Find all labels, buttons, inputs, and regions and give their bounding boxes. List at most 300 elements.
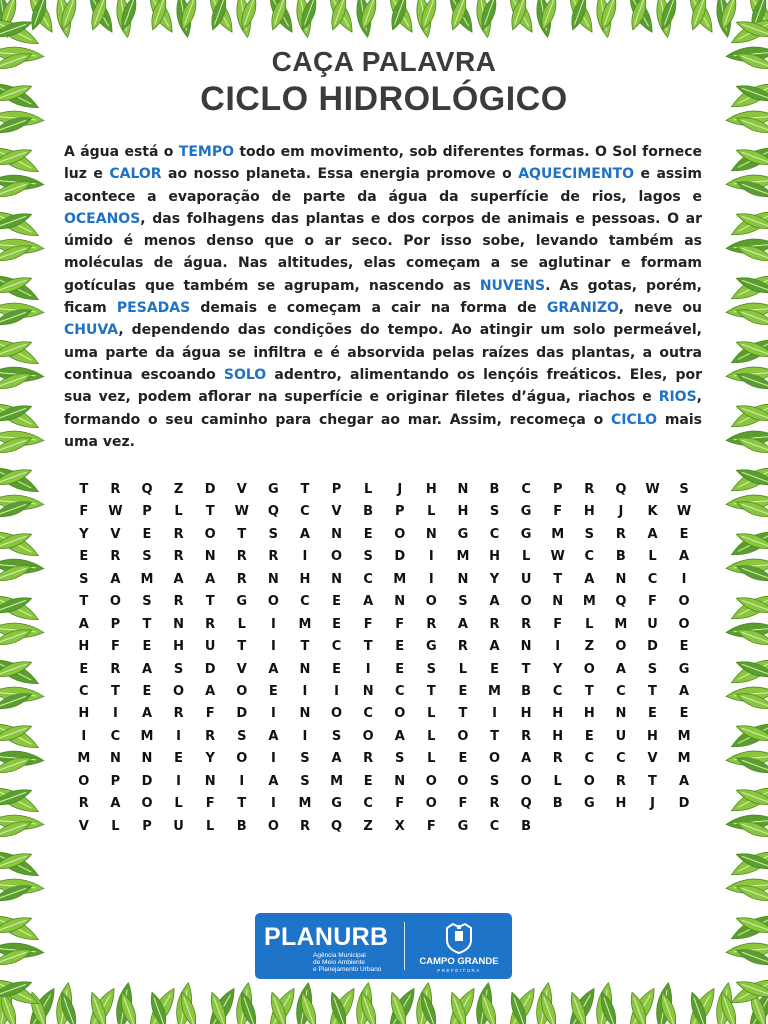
grid-letter: T [300,639,310,655]
grid-letter: H [425,482,437,497]
grid-letter: A [647,526,658,542]
grid-letter: R [615,526,626,542]
grid-letter: R [236,571,247,587]
grid-letter: G [583,796,595,812]
grid-letter: B [236,818,247,834]
grid-letter: T [79,594,89,610]
grid-letter: O [457,773,469,789]
grid-letter: S [489,504,500,520]
text-segment: , dependendo das condições do tempo. Ao atingir um solo permeável, uma parte da água se infiltra e é absorvida pelas raízes das plantas, a outra continua escoando [64,322,702,383]
grid-letter: N [457,571,469,587]
grid-letter: A [268,773,279,789]
grid-letter: P [110,616,121,632]
grid-letter: E [395,661,405,677]
grid-letter: C [331,639,342,655]
grid-letter: N [204,549,216,565]
grid-letter: N [520,639,532,655]
grid-letter: C [300,594,310,610]
grid-letter: C [616,683,626,699]
grid-letter: S [584,526,594,542]
grid-letter: I [270,639,276,655]
grid-letter: A [110,571,121,587]
text-segment: mais uma vez. [64,411,703,450]
grid-letter: R [110,549,121,565]
highlighted-word: CHUVA [64,322,119,339]
grid-letter: T [110,683,120,699]
text-segment: , neve ou [618,300,702,317]
grid-letter: G [236,594,248,610]
grid-letter: L [206,818,215,834]
grid-letter: S [142,594,152,610]
grid-letter: R [521,728,532,744]
grid-letter: O [331,549,343,565]
grid-letter: E [584,728,594,744]
grid-letter: O [583,773,595,789]
grid-letter: R [615,773,626,789]
grid-letter: V [78,818,89,834]
grid-letter: E [79,661,89,677]
grid-letter: O [488,751,501,767]
grid-letter: R [173,526,184,542]
grid-letter: D [141,773,153,789]
grid-letter: Y [205,751,215,767]
grid-letter: S [647,661,658,677]
page-title: CICLO HIDROLÓGICO [200,80,568,118]
grid-letter: L [427,728,436,744]
grid-letter: U [647,616,658,632]
grid-letter: O [678,616,690,632]
grid-letter: J [650,796,655,812]
grid-letter: O [678,594,690,610]
grid-letter: H [78,639,90,655]
logo-title: PLANURB [264,923,389,951]
grid-letter: A [489,639,500,655]
grid-letter: A [615,661,626,677]
grid-letter: L [553,773,562,789]
grid-letter: H [647,728,658,744]
grid-letter: I [112,706,118,722]
grid-letter: O [520,773,532,789]
grid-letter: F [648,594,657,610]
grid-letter: I [365,661,371,677]
grid-letter: I [270,796,276,812]
grid-letter: D [647,639,658,655]
grid-letter: G [457,526,469,542]
grid-letter: C [552,683,563,699]
logo-city: CAMPO GRANDE [419,956,499,967]
grid-letter: I [176,728,181,744]
grid-letter: O [141,796,153,812]
grid-letter: H [520,706,532,722]
grid-letter: T [237,796,247,812]
grid-letter: N [425,526,437,542]
grid-letter: Q [141,482,153,497]
grid-letter: F [395,796,405,812]
grid-letter: R [489,796,500,812]
grid-letter: T [458,706,468,722]
grid-letter: R [552,751,563,767]
grid-letter: U [520,571,532,587]
grid-letter: I [176,773,181,789]
text-segment: todo em movimento, sob diferentes formas. O Sol fornece luz e [64,144,702,183]
grid-letter: B [363,504,374,520]
grid-letter: W [645,482,660,497]
grid-letter: F [110,639,120,655]
grid-letter: I [270,706,276,722]
grid-letter: B [552,796,563,812]
grid-letter: R [489,616,500,632]
grid-letter: C [489,818,500,834]
grid-letter: F [553,504,563,520]
grid-letter: O [394,706,406,722]
grid-letter: E [142,683,152,699]
grid-letter: T [237,526,247,542]
grid-letter: A [457,616,468,632]
text-segment: A água está o [64,144,179,160]
grid-letter: H [552,706,564,722]
grid-letter: L [427,504,436,520]
grid-letter: O [425,594,437,610]
grid-letter: Z [173,482,184,497]
grid-letter: T [142,616,152,632]
grid-letter: Q [615,594,627,610]
grid-letter: F [79,504,89,520]
highlighted-word: CICLO [610,411,658,428]
grid-letter: C [489,526,500,542]
grid-letter: L [427,751,436,767]
grid-letter: W [234,504,249,520]
grid-letter: C [363,706,373,722]
grid-letter: R [173,594,184,610]
grid-letter: E [332,594,341,610]
grid-letter: G [331,796,342,812]
grid-letter: P [110,773,121,789]
grid-letter: T [584,683,594,699]
grid-letter: E [648,706,657,722]
grid-letter: N [457,482,469,497]
grid-letter: G [425,639,437,655]
grid-letter: N [299,661,311,677]
grid-letter: E [458,751,468,767]
grid-letter: Q [520,796,532,812]
grid-letter: N [394,594,406,610]
grid-letter: A [394,728,405,744]
grid-letter: I [302,728,308,744]
grid-letter: H [489,549,500,565]
grid-letter: I [302,683,308,699]
text-segment: e assim acontece a evaporação de parte da água da superfície de rios, lagos e [64,166,702,205]
grid-letter: U [615,728,627,744]
grid-letter: M [77,751,91,767]
grid-letter: N [109,751,121,767]
grid-letter: R [426,616,437,632]
grid-letter: F [426,818,436,834]
grid-letter: H [457,504,469,520]
grid-letter: S [458,594,468,610]
grid-letter: I [555,639,561,655]
grid-letter: O [425,773,437,789]
grid-letter: O [362,728,374,744]
grid-letter: Y [489,571,500,587]
title-line1: CAÇA PALAVRA [271,46,497,77]
grid-letter: W [108,504,123,520]
grid-letter: O [236,683,248,699]
grid-letter: A [173,571,184,587]
grid-letter: T [521,661,531,677]
grid-letter: D [678,796,690,812]
grid-letter: M [456,549,470,565]
grid-letter: E [332,616,341,632]
grid-letter: D [394,549,406,565]
grid-letter: M [330,773,344,789]
grid-letter: R [584,482,595,497]
grid-letter: E [458,683,468,699]
grid-letter: G [520,504,532,520]
grid-letter: N [331,526,342,542]
grid-letter: A [521,751,532,767]
grid-letter: L [458,661,468,677]
grid-letter: L [521,549,531,565]
highlighted-word: TEMPO [178,144,234,160]
grid-letter: Z [363,818,373,834]
grid-letter: D [204,661,216,677]
grid-letter: A [679,683,690,699]
grid-letter: R [236,549,247,565]
grid-letter: N [173,616,185,632]
grid-letter: H [583,706,595,722]
grid-letter: O [394,526,406,542]
grid-letter: R [205,616,216,632]
grid-letter: S [237,728,247,744]
grid-letter: B [615,549,626,565]
grid-letter: G [520,526,532,542]
grid-letter: V [331,504,342,520]
grid-letter: A [205,571,216,587]
grid-letter: Z [584,639,595,655]
word-search-grid [68,483,700,842]
grid-letter: S [79,571,89,587]
grid-letter: M [677,751,691,767]
grid-letter: U [173,818,184,834]
grid-letter: A [679,549,690,565]
grid-letter: C [647,571,658,587]
grid-letter: Q [267,504,279,520]
grid-letter: L [427,706,436,722]
grid-letter: E [395,639,405,655]
grid-letter: S [331,728,342,744]
grid-letter: J [397,482,403,497]
highlighted-word: PESADAS [116,300,191,317]
grid-letter: C [616,751,626,767]
logo-subtitle-line: Agência Municipal [313,952,366,959]
grid-letter: P [394,504,405,520]
grid-letter: E [679,639,689,655]
highlighted-word: CALOR [109,166,162,183]
grid-letter: M [614,616,628,632]
grid-letter: T [648,683,657,699]
grid-letter: A [268,728,279,744]
grid-letter: O [331,706,343,722]
grid-letter: A [205,683,216,699]
grid-letter: I [270,751,276,767]
grid-letter: R [299,818,310,834]
text-segment: ao nosso planeta. Essa energia promove o [161,166,519,183]
logo-divider [404,922,405,970]
grid-letter: M [393,571,407,587]
grid-letter: T [363,639,373,655]
grid-letter: K [647,504,658,520]
grid-letter: M [298,796,312,812]
grid-letter: C [300,504,310,520]
grid-letter: A [299,526,310,542]
grid-letter: C [79,683,89,699]
grid-letter: F [205,796,215,812]
grid-letter: A [141,706,153,722]
grid-letter: M [551,526,565,542]
grid-letter: O [173,683,185,699]
highlighted-word: AQUECIMENTO [518,166,635,183]
grid-letter: M [140,728,154,744]
grid-letter: L [174,796,183,812]
grid-letter: I [81,728,87,744]
grid-letter: F [395,616,405,632]
grid-letter: Y [552,661,563,677]
grid-letter: T [205,594,215,610]
grid-letter: T [205,504,215,520]
highlighted-word: SOLO [223,366,267,383]
grid-letter: C [584,751,595,767]
grid-letter: E [332,661,341,677]
text-segment: , das folhagens das plantas e dos corpos de animais e pessoas. O ar úmido é menos denso que o ar seco. Por isso sobe, levando também as moléculas de água. Nas altitudes, elas começam a se aglutinar e formam gotículas que também se agrupam, nascendo as [64,210,702,294]
grid-letter: D [236,706,248,722]
grid-letter: O [615,639,627,655]
grid-letter: C [363,571,373,587]
logo-subtitle-line: e Planejamento Urbano [313,966,382,974]
grid-letter: L [237,616,246,632]
grid-letter: N [331,571,342,587]
text-segment: adentro, alimentando os lençóis freáticos. Eles, por sua vez, podem aflorar na superfície e originar filetes d’água, riachos e [64,366,702,406]
grid-letter: O [109,594,121,610]
grid-letter: V [236,661,247,677]
logo-subtitle [313,952,403,974]
grid-letter: H [173,639,185,655]
grid-letter: W [550,549,565,565]
grid-letter: M [488,683,501,699]
text-segment: demais e começam a cair na forma de [190,300,547,317]
highlighted-word: NUVENS [479,277,546,294]
grid-letter: B [521,818,532,834]
grid-letter: L [111,818,120,834]
grid-letter: O [267,818,279,834]
grid-letter: B [489,482,500,497]
grid-letter: R [78,796,89,812]
grid-letter: M [677,728,691,744]
grid-letter: I [681,571,687,587]
grid-letter: N [362,683,374,699]
grid-letter: E [268,683,278,699]
grid-letter: F [205,706,215,722]
text-segment: , formando o seu caminho para chegar ao mar. Assim, recomeça o [64,389,702,428]
grid-letter: H [78,706,90,722]
grid-letter: E [142,639,152,655]
grid-letter: M [582,594,596,610]
grid-letter: T [300,482,310,497]
grid-letter: L [648,549,657,565]
crest-icon [444,920,474,954]
grid-letter: S [395,751,405,767]
grid-letter: P [331,482,342,497]
grid-letter: E [363,526,373,542]
grid-letter: L [363,482,373,497]
grid-letter: A [679,773,690,789]
grid-letter: N [267,571,279,587]
grid-letter: M [140,571,154,587]
grid-letter: S [268,526,279,542]
grid-letter: S [679,482,689,497]
highlighted-word: OCEANOS [64,210,141,227]
grid-letter: O [267,594,279,610]
logo-subtitle-line: de Meio Ambiente [313,959,366,967]
grid-letter: E [679,706,689,722]
grid-letter: O [457,728,469,744]
grid-letter: A [584,571,595,587]
grid-letter: O [583,661,595,677]
grid-letter: S [300,751,310,767]
grid-letter: P [142,504,152,520]
grid-letter: F [363,616,373,632]
grid-letter: S [173,661,184,677]
grid-letter: R [457,639,468,655]
grid-letter: A [363,594,374,610]
grid-letter: I [270,616,276,632]
grid-letter: Y [79,526,89,542]
grid-letter: V [236,482,247,497]
grid-letter: O [78,773,90,789]
grid-letter: E [142,526,152,542]
grid-letter: R [173,549,184,565]
grid-letter: N [394,773,406,789]
planurb-logo [255,913,512,979]
grid-letter: N [552,594,564,610]
grid-letter: O [520,594,532,610]
grid-letter: I [428,549,434,565]
grid-letter: F [458,796,468,812]
grid-letter: N [141,751,153,767]
grid-letter: G [268,482,279,497]
grid-letter: N [204,773,216,789]
grid-letter: T [237,639,247,655]
grid-letter: R [110,482,121,497]
grid-letter: A [141,661,153,677]
grid-letter: T [648,773,657,789]
grid-letter: E [363,773,373,789]
grid-letter: I [492,706,497,722]
grid-letter: S [426,661,437,677]
grid-letter: E [490,661,499,677]
grid-letter: V [110,526,121,542]
grid-letter: C [521,482,531,497]
grid-letter: G [678,661,690,677]
grid-letter: R [363,751,374,767]
grid-letter: E [679,526,689,542]
grid-letter: J [618,504,624,520]
grid-letter: W [676,504,692,520]
grid-letter: R [521,616,532,632]
grid-letter: R [268,549,279,565]
grid-letter: R [173,706,184,722]
grid-letter: N [615,571,627,587]
grid-letter: E [79,549,89,565]
